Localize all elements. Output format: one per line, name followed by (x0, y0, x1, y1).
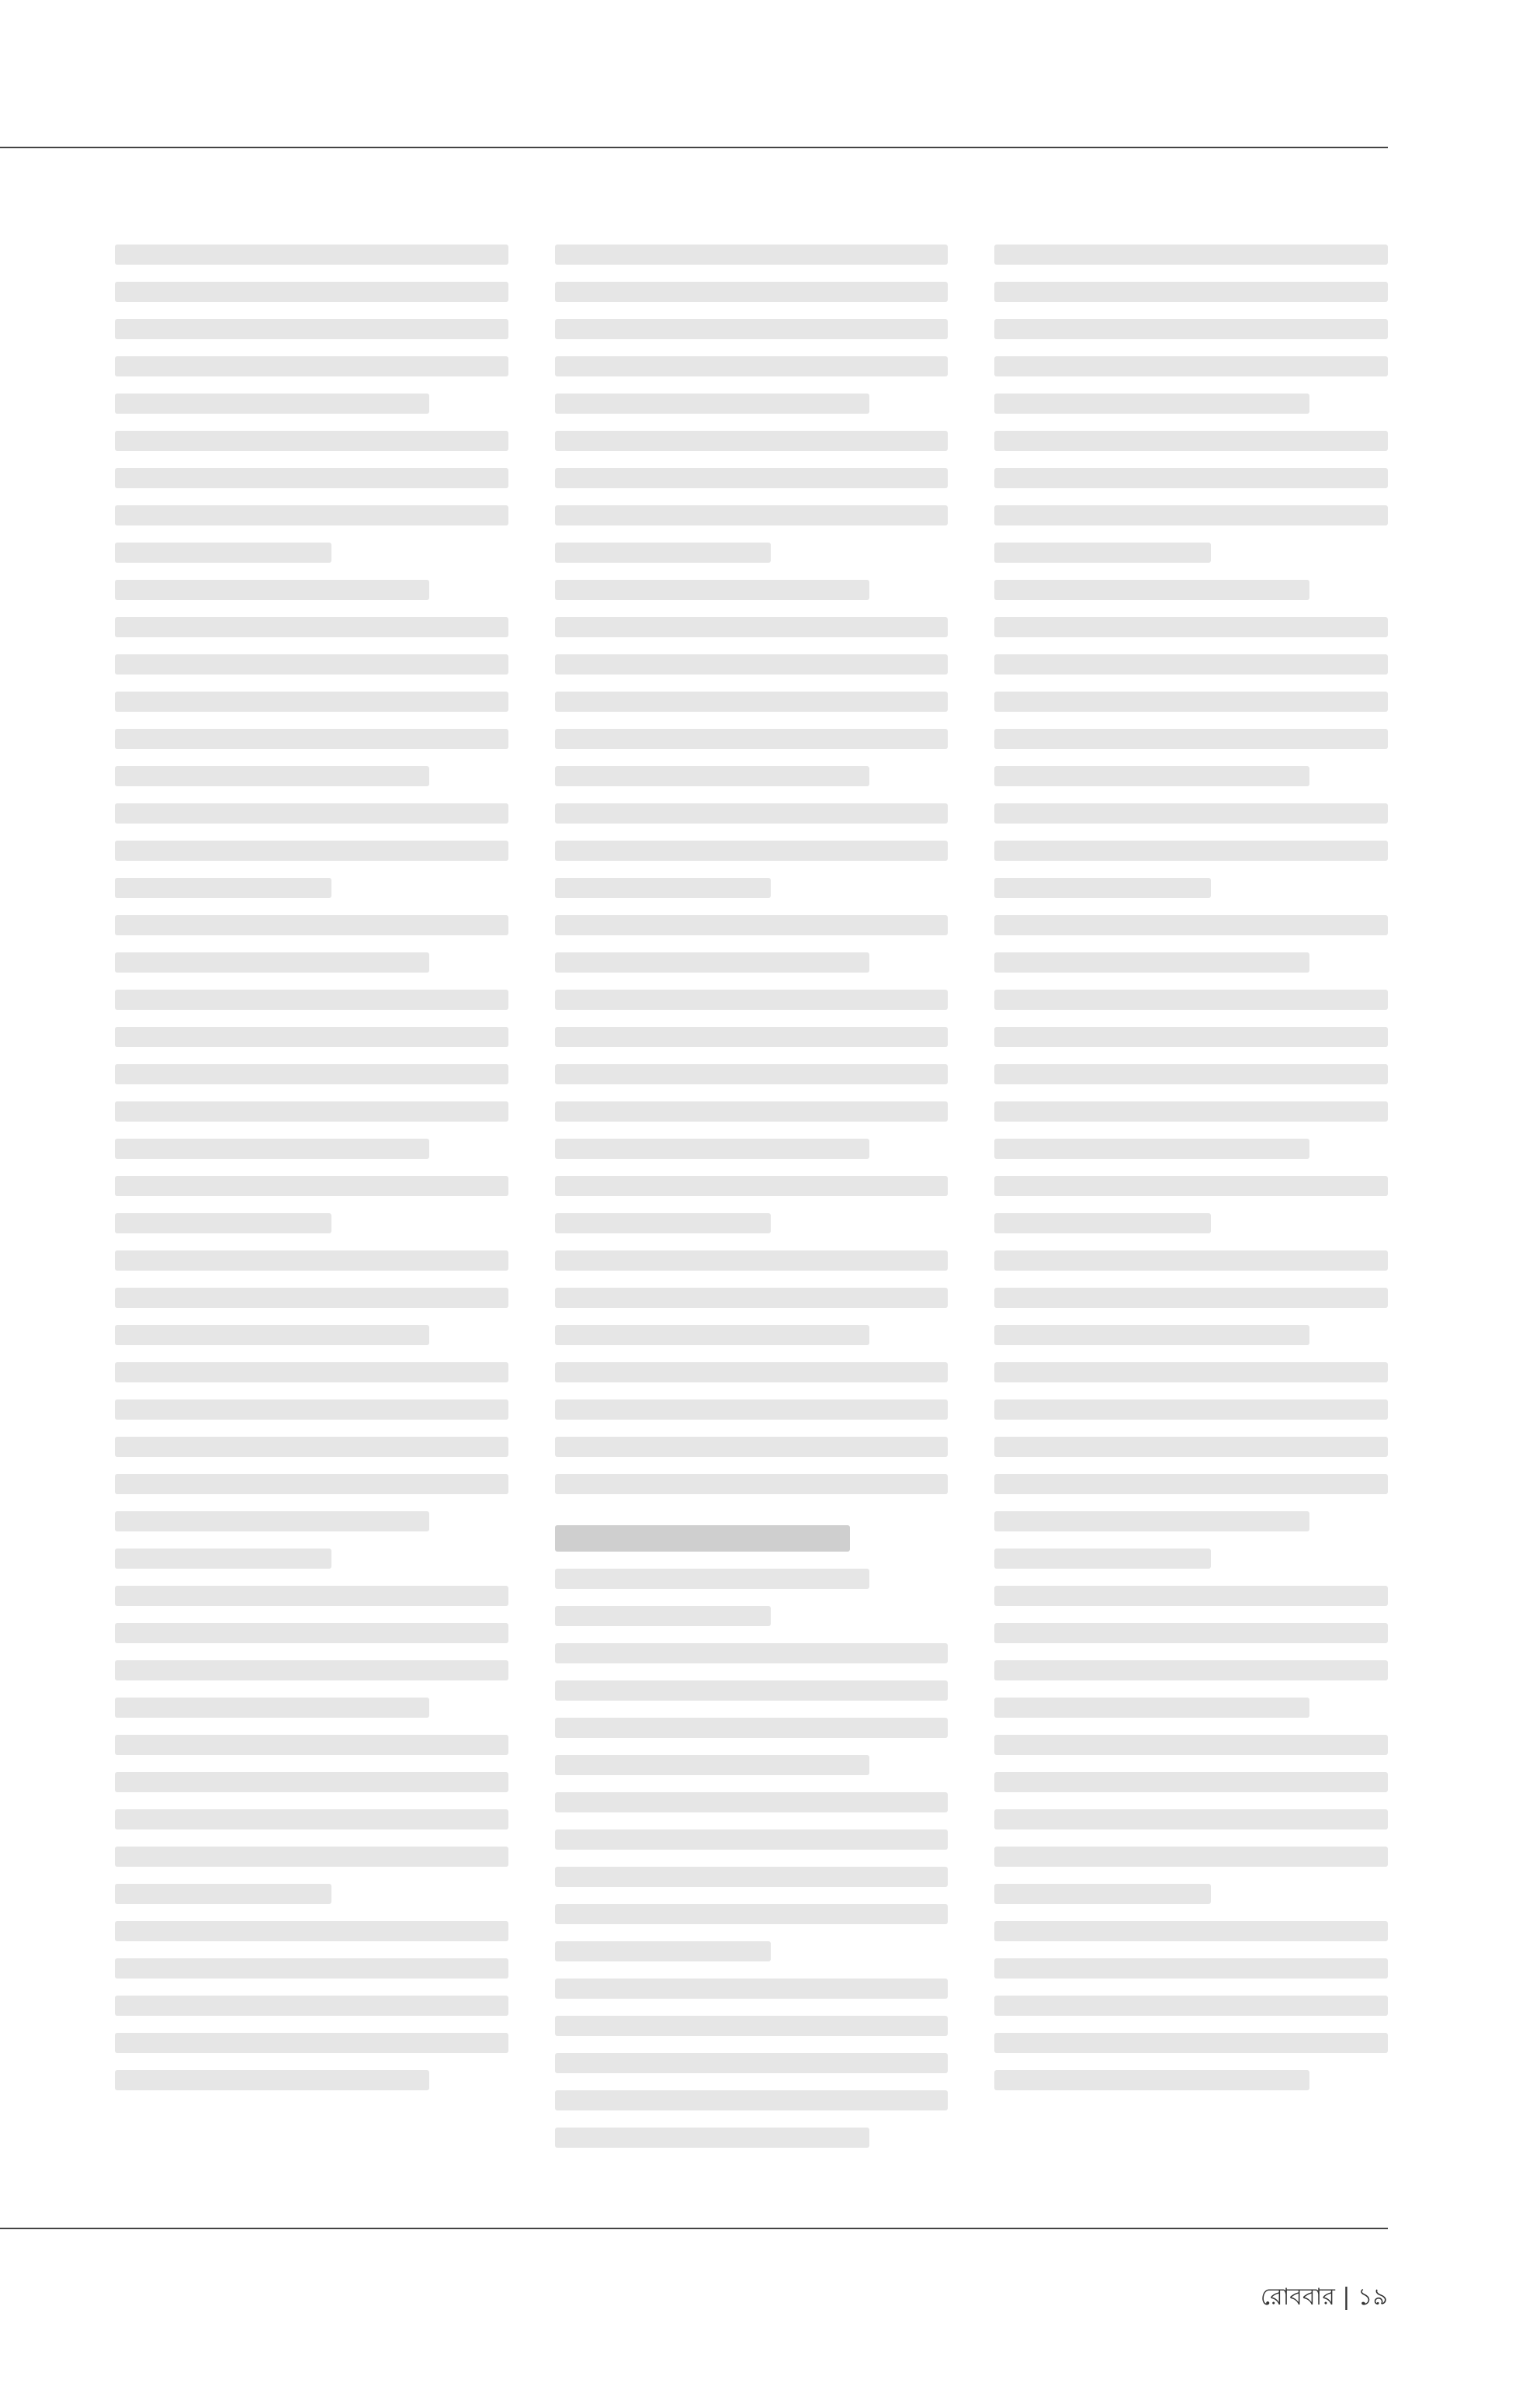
text-line-placeholder (555, 319, 949, 339)
text-line-placeholder (555, 356, 949, 376)
text-line-placeholder (115, 952, 429, 973)
text-line-placeholder (115, 1772, 508, 1792)
text-line-placeholder (555, 617, 949, 637)
text-line-placeholder (115, 1474, 508, 1494)
text-line-placeholder (555, 580, 869, 600)
text-line-placeholder (115, 692, 508, 712)
text-line-placeholder (994, 1847, 1388, 1867)
text-line-placeholder (994, 1437, 1388, 1457)
text-line-placeholder (555, 1792, 949, 1812)
text-line-placeholder (994, 394, 1309, 414)
text-line-placeholder (555, 803, 949, 824)
text-line-placeholder (555, 245, 949, 265)
column-3 (994, 245, 1388, 2201)
text-line-placeholder (555, 1979, 949, 1999)
text-line-placeholder (115, 1698, 429, 1718)
text-line-placeholder (555, 1362, 949, 1382)
text-line-placeholder (115, 1847, 508, 1867)
text-line-placeholder (994, 431, 1388, 451)
text-line-placeholder (555, 1027, 949, 1047)
text-line-placeholder (994, 543, 1211, 563)
text-line-placeholder (115, 2033, 508, 2053)
text-line-placeholder (555, 1941, 772, 1961)
text-line-placeholder (994, 766, 1309, 786)
text-line-placeholder (115, 1660, 508, 1680)
text-line-placeholder (115, 915, 508, 935)
article-body (115, 245, 1388, 2201)
text-line-placeholder (115, 1958, 508, 1979)
text-line-placeholder (555, 282, 949, 302)
text-line-placeholder (115, 654, 508, 675)
text-line-placeholder (994, 878, 1211, 898)
text-line-placeholder (994, 1399, 1388, 1420)
text-line-placeholder (115, 1996, 508, 2016)
text-line-placeholder (115, 1735, 508, 1755)
text-line-placeholder (115, 1139, 429, 1159)
text-line-placeholder (555, 1139, 869, 1159)
text-line-placeholder (555, 878, 772, 898)
text-line-placeholder (994, 245, 1388, 265)
text-line-placeholder (994, 2070, 1309, 2090)
text-line-placeholder (555, 468, 949, 488)
column-2 (555, 245, 949, 2201)
text-line-placeholder (115, 543, 331, 563)
text-line-placeholder (555, 2128, 869, 2148)
text-line-placeholder (994, 356, 1388, 376)
text-line-placeholder (994, 1139, 1309, 1159)
text-line-placeholder (994, 1288, 1388, 1308)
text-line-placeholder (994, 1213, 1211, 1233)
text-line-placeholder (555, 1643, 949, 1663)
text-line-placeholder (555, 692, 949, 712)
text-line-placeholder (994, 692, 1388, 712)
text-line-placeholder (994, 2033, 1388, 2053)
text-line-placeholder (994, 1325, 1309, 1345)
text-line-placeholder (994, 915, 1388, 935)
text-line-placeholder (115, 766, 429, 786)
text-line-placeholder (115, 1288, 508, 1308)
text-line-placeholder (994, 1586, 1388, 1606)
text-line-placeholder (115, 1325, 429, 1345)
text-line-placeholder (994, 1250, 1388, 1271)
text-line-placeholder (555, 2090, 949, 2110)
text-line-placeholder (115, 1549, 331, 1569)
text-line-placeholder (555, 990, 949, 1010)
text-line-placeholder (115, 319, 508, 339)
text-line-placeholder (555, 1904, 949, 1924)
text-line-placeholder (115, 1586, 508, 1606)
text-line-placeholder (115, 1623, 508, 1643)
text-line-placeholder (994, 1064, 1388, 1084)
text-line-placeholder (994, 580, 1309, 600)
text-line-placeholder (555, 2053, 949, 2073)
text-line-placeholder (994, 505, 1388, 525)
text-line-placeholder (115, 468, 508, 488)
text-line-placeholder (994, 841, 1388, 861)
top-rule (0, 147, 1388, 148)
text-line-placeholder (115, 990, 508, 1010)
text-line-placeholder (115, 431, 508, 451)
column-1 (115, 245, 508, 2201)
text-line-placeholder (555, 431, 949, 451)
text-line-placeholder (994, 1958, 1388, 1979)
text-line-placeholder (555, 1680, 949, 1701)
text-line-placeholder (994, 468, 1388, 488)
text-line-placeholder (115, 282, 508, 302)
text-line-placeholder (994, 1623, 1388, 1643)
text-line-placeholder (555, 543, 772, 563)
text-line-placeholder (115, 1437, 508, 1457)
text-line-placeholder (994, 282, 1388, 302)
text-line-placeholder (555, 1718, 949, 1738)
text-line-placeholder (994, 952, 1309, 973)
text-line-placeholder (115, 1511, 429, 1531)
text-line-placeholder (555, 1250, 949, 1271)
text-line-placeholder (555, 1101, 949, 1122)
text-line-placeholder (115, 1213, 331, 1233)
text-line-placeholder (555, 841, 949, 861)
text-line-placeholder (115, 1176, 508, 1196)
text-line-placeholder (994, 1362, 1388, 1382)
text-line-placeholder (555, 1867, 949, 1887)
text-line-placeholder (115, 841, 508, 861)
bottom-rule (0, 2228, 1388, 2229)
text-line-placeholder (555, 1325, 869, 1345)
text-line-placeholder (115, 1921, 508, 1941)
text-line-placeholder (555, 1213, 772, 1233)
text-line-placeholder (555, 1399, 949, 1420)
text-line-placeholder (115, 1399, 508, 1420)
text-line-placeholder (115, 1064, 508, 1084)
text-line-placeholder (115, 580, 429, 600)
text-line-placeholder (115, 1362, 508, 1382)
text-line-placeholder (994, 1101, 1388, 1122)
text-line-placeholder (115, 2070, 429, 2090)
page-footer: রোববার | ১৯ (1260, 2284, 1388, 2311)
text-line-placeholder (115, 245, 508, 265)
text-line-placeholder (115, 1101, 508, 1122)
text-line-placeholder (555, 1288, 949, 1308)
text-line-placeholder (994, 990, 1388, 1010)
text-line-placeholder (994, 1921, 1388, 1941)
text-line-placeholder (555, 952, 869, 973)
text-line-placeholder (555, 394, 869, 414)
text-line-placeholder (994, 1176, 1388, 1196)
text-line-placeholder (994, 1772, 1388, 1792)
text-line-placeholder (994, 1884, 1211, 1904)
text-line-placeholder (555, 2016, 949, 2036)
text-line-placeholder (994, 1809, 1388, 1829)
text-line-placeholder (115, 1250, 508, 1271)
text-line-placeholder (115, 505, 508, 525)
text-line-placeholder (555, 1176, 949, 1196)
text-line-placeholder (115, 356, 508, 376)
text-line-placeholder (994, 1549, 1211, 1569)
text-line-placeholder (994, 1735, 1388, 1755)
text-line-placeholder (115, 878, 331, 898)
text-line-placeholder (994, 729, 1388, 749)
text-line-placeholder (555, 1474, 949, 1494)
text-line-placeholder (555, 654, 949, 675)
text-line-placeholder (555, 729, 949, 749)
text-line-placeholder (994, 1027, 1388, 1047)
text-line-placeholder (115, 1884, 331, 1904)
text-line-placeholder (115, 729, 508, 749)
text-line-placeholder (994, 1660, 1388, 1680)
text-line-placeholder (115, 1809, 508, 1829)
text-line-placeholder (115, 803, 508, 824)
text-line-placeholder (994, 319, 1388, 339)
text-line-placeholder (115, 394, 429, 414)
text-line-placeholder (555, 505, 949, 525)
text-line-placeholder (994, 1511, 1309, 1531)
text-line-placeholder (994, 1474, 1388, 1494)
text-line-placeholder (555, 1755, 869, 1775)
text-line-placeholder (555, 915, 949, 935)
text-line-placeholder (555, 1829, 949, 1850)
text-line-placeholder (994, 803, 1388, 824)
text-line-placeholder (994, 1996, 1388, 2016)
text-line-placeholder (994, 654, 1388, 675)
text-line-placeholder (555, 1437, 949, 1457)
text-line-placeholder (994, 1698, 1309, 1718)
text-line-placeholder (555, 1064, 949, 1084)
text-line-placeholder (555, 1606, 772, 1626)
section-subheading-placeholder (555, 1525, 850, 1552)
text-line-placeholder (555, 766, 869, 786)
text-line-placeholder (994, 617, 1388, 637)
text-line-placeholder (555, 1569, 869, 1589)
text-line-placeholder (115, 617, 508, 637)
text-line-placeholder (115, 1027, 508, 1047)
